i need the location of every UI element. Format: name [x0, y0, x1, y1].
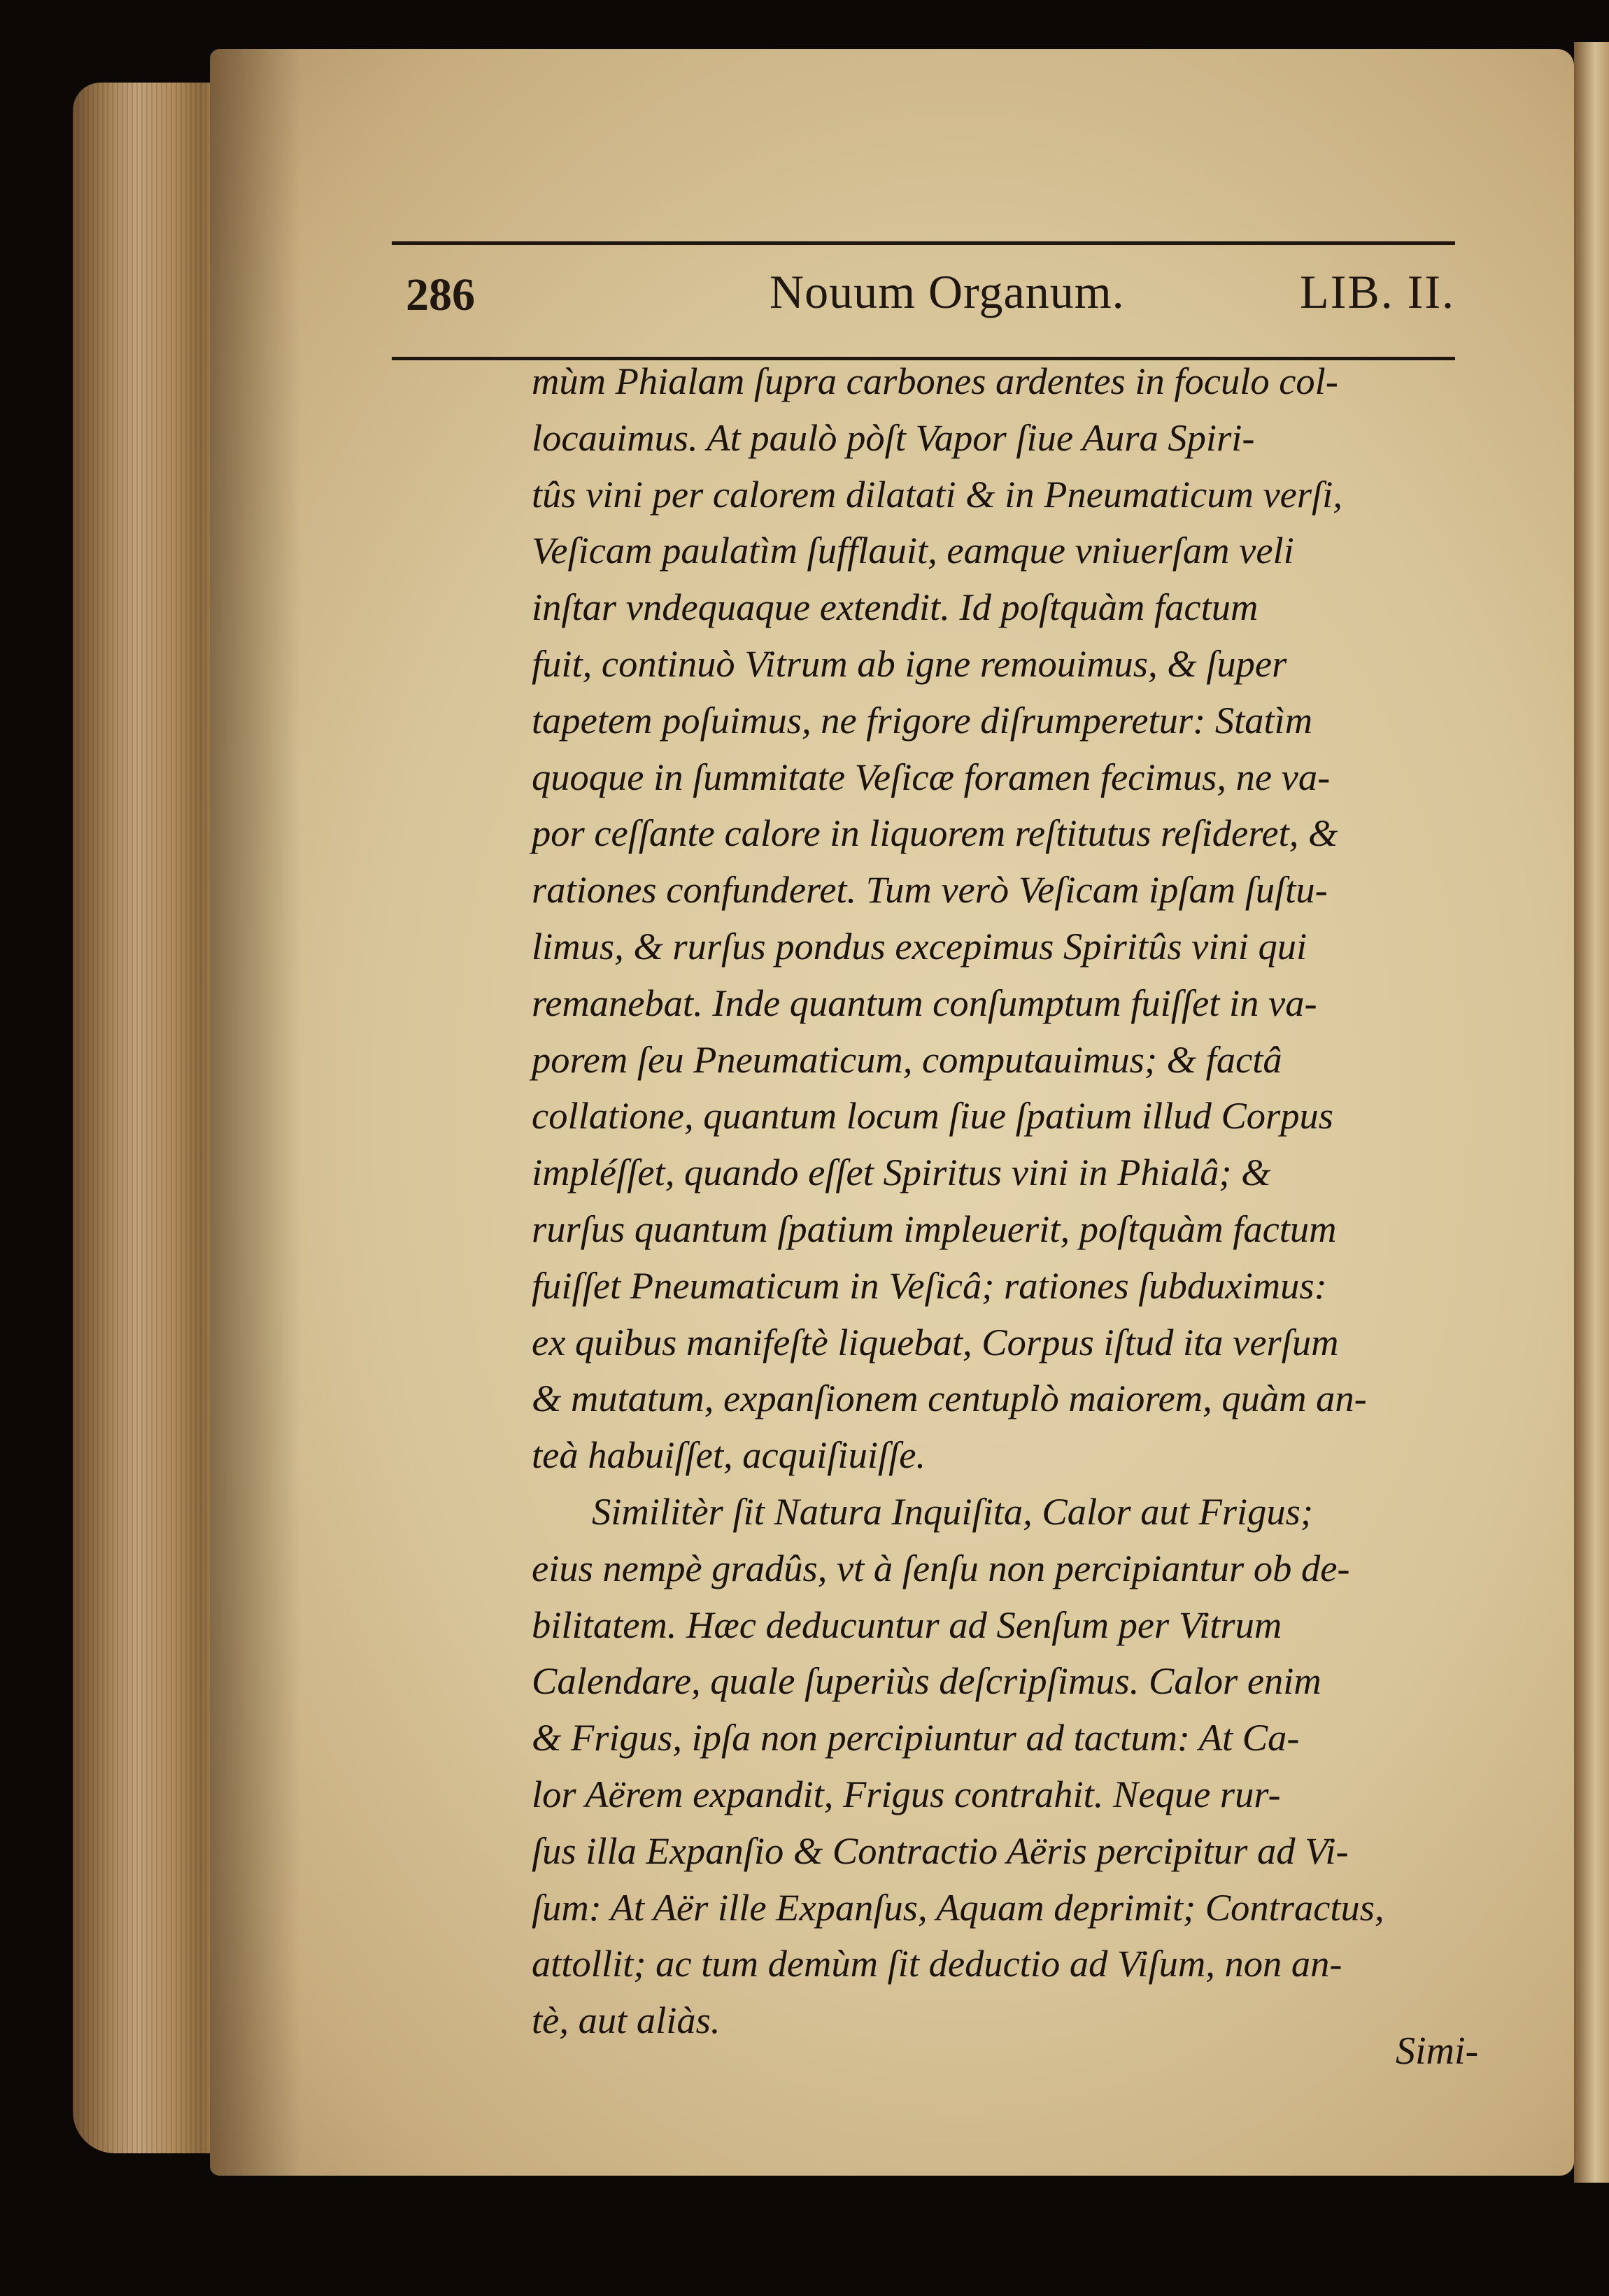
text-line: quoque in ſummitate Veſicæ foramen fecimus, ne va- — [532, 755, 1331, 798]
text-line: rurſus quantum ſpatium impleuerit, poſtquàm factum — [532, 1207, 1337, 1250]
text-line: rationes confunderet. Tum verò Veſicam ipſam ſuſtu- — [532, 868, 1328, 912]
text-line: Veſicam paulatìm ſufflauit, eamque vniuerſam veli — [532, 529, 1294, 572]
text-line: & mutatum, expanſionem centuplò maiorem, quàm an- — [532, 1377, 1367, 1420]
page-gutter-shadow — [210, 49, 301, 2176]
text-line: fuit, continuò Vitrum ab igne remouimus, & ſuper — [532, 642, 1287, 685]
text-line: locauimus. At paulò pòſt Vapor ſiue Aura Spiri- — [532, 416, 1255, 459]
text-line: porem ſeu Pneumaticum, computauimus; & factâ — [532, 1037, 1282, 1081]
text-line: ex quibus manifeſtè liquebat, Corpus iſtud ita verſum — [532, 1320, 1339, 1363]
text-line: limus, & rurſus pondus excepimus Spiritûs vini qui — [532, 924, 1307, 968]
text-line: tè, aut aliàs. — [532, 1999, 721, 2042]
text-line: remanebat. Inde quantum conſumptum fuiſſet in va- — [532, 981, 1317, 1024]
text-line: mùm Phialam ſupra carbones ardentes in foculo col- — [532, 360, 1338, 402]
text-line: por ceſſante calore in liquorem reſtitutus reſideret, & — [532, 812, 1338, 855]
text-line: ſum: At Aër ille Expanſus, Aquam deprimit; Contractus, — [532, 1885, 1384, 1929]
running-title: Nouum Organum. — [770, 265, 1125, 318]
paragraph-first-line: Similitèr ſit Natura Inquiſita, Calor aut Frigus; — [592, 1489, 1314, 1533]
text-line: lor Aërem expandit, Frigus contrahit. Neque rur- — [532, 1772, 1281, 1815]
text-line: eius nempè gradûs, vt à ſenſu non percipiantur ob de- — [532, 1546, 1350, 1589]
text-line: tûs vini per calorem dilatati & in Pneumaticum verſi, — [532, 472, 1342, 516]
text-line: ſus illa Expanſio & Contractio Aëris percipitur ad Vi- — [532, 1829, 1349, 1872]
body-text — [532, 353, 1483, 2049]
text-line: impléſſet, quando eſſet Spiritus vini in Phialâ; & — [532, 1151, 1271, 1194]
book-reference: LIB. II. — [1300, 265, 1455, 318]
page-number: 286 — [406, 269, 475, 320]
catchword: Simi- — [1396, 2029, 1479, 2073]
facing-page-edge — [1574, 42, 1609, 2183]
text-line: inſtar vndequaque extendit. Id poſtquàm factum — [532, 586, 1259, 629]
text-line: collatione, quantum locum ſiue ſpatium illud Corpus — [532, 1094, 1333, 1138]
running-header — [406, 264, 1455, 334]
text-line: tapetem poſuimus, ne frigore diſrumperetur: Statìm — [532, 698, 1313, 742]
text-line: teà habuiſſet, acquiſiuiſſe. — [532, 1433, 926, 1477]
text-line: Calendare, quale ſuperiùs deſcripſimus. Calor enim — [532, 1659, 1321, 1703]
text-line: & Frigus, ipſa non percipiuntur ad tactum: At Ca- — [532, 1716, 1300, 1759]
text-line: attollit; ac tum demùm ſit deductio ad Viſum, non an- — [532, 1942, 1342, 1985]
text-line: bilitatem. Hæc deducuntur ad Senſum per Vitrum — [532, 1603, 1282, 1646]
text-line: fuiſſet Pneumaticum in Veſicâ; rationes ſubduximus: — [532, 1263, 1327, 1307]
header-rule-top — [392, 241, 1455, 245]
